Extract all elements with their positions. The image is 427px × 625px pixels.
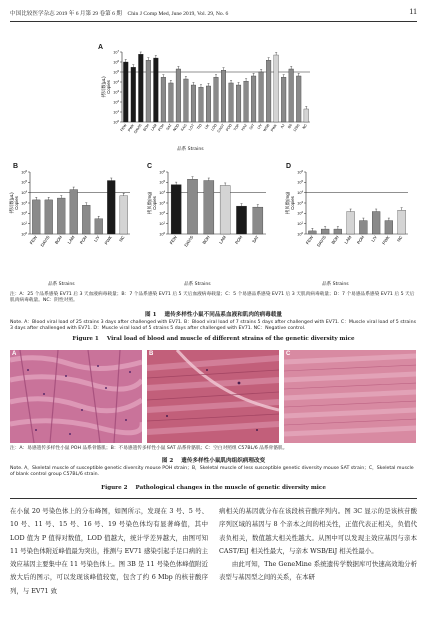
bar-a: [274, 55, 279, 122]
y-tick-exponent: 3: [301, 199, 303, 204]
section-divider: [10, 498, 417, 499]
micrograph-label-b: B: [149, 351, 154, 357]
x-tick-label-d: LIV: [370, 234, 378, 243]
panel-label-c: C: [147, 163, 153, 170]
x-tick-label-b: BOH: [53, 234, 64, 246]
bar-a: [161, 77, 166, 122]
bar-b: [32, 200, 40, 234]
x-tick-label-a: PWK: [270, 123, 278, 133]
x-tick-label-a: LOD: [210, 123, 218, 132]
y-axis-title-line: Copies: [152, 196, 157, 210]
y-tick-exponent: 5: [163, 179, 165, 184]
figure-2-label-en: Figure 2: [101, 485, 128, 491]
y-axis-title-b: [8, 192, 19, 214]
micrograph-c-image: [284, 350, 416, 443]
bar-a: [176, 69, 181, 122]
x-tick-label-c: BOH: [201, 234, 211, 246]
y-tick-exponent: 5: [117, 68, 119, 73]
bar-a: [244, 81, 249, 122]
x-tick-label-c: LAM: [217, 234, 227, 245]
journal-header: 中国比较医学杂志 2019 年 6 月第 29 卷第 6 期 Chin J Comp Med, June 2019, Vol. 29, No. 6: [10, 11, 229, 17]
page-number: 11: [409, 7, 417, 16]
figure-2-heading-en: Pathological changes in the muscle of genetic diversity mice: [135, 485, 326, 491]
bar-b: [95, 219, 103, 234]
x-tick-label-d: NC: [395, 234, 404, 243]
y-tick-label-a: $10^1$: [113, 108, 119, 115]
bar-b: [82, 205, 90, 234]
micrograph-label-a: A: [12, 351, 17, 357]
y-tick-label-b: $10^2$: [21, 210, 27, 216]
x-tick-label-a: TOP: [232, 123, 241, 132]
x-axis-title-c: 品系 Strains: [184, 282, 211, 287]
x-tick-label-a: PWK: [127, 123, 136, 133]
x-tick-label-a: WSB: [262, 123, 271, 133]
x-tick-label-a: LOT: [187, 123, 196, 132]
x-tick-label-a: KAG: [180, 123, 188, 132]
y-tick-label-c: $10^4$: [159, 189, 165, 196]
y-tick-label-c: $10^3$: [159, 199, 165, 206]
x-tick-label-c: DAVIS: [183, 234, 195, 248]
y-axis-title-line: 拷贝数(μL): [9, 192, 14, 214]
y-axis-title-d: [284, 191, 295, 214]
y-tick-label-a: $10^4$: [113, 78, 119, 85]
x-tick-label-b: FEW: [28, 234, 39, 246]
y-tick-exponent: 1: [25, 220, 27, 225]
y-tick-exponent: 6: [25, 168, 27, 173]
y-tick-exponent: 2: [163, 210, 165, 215]
figure-2-title-cn: [0, 456, 427, 464]
panel-label-a: A: [98, 44, 104, 51]
bar-a: [289, 69, 294, 122]
figure-1-note-en: Note. A：Blood viral load of 25 strains 3 days after challenged with EV71. B：Blood viral load of 7 strains 5 days after challenged with EV71. C：Muscle viral load of 5 strains 3 days after challenged with EV71. D：Muscle viral load of 5 strains 5 days after challenged with EV71. NC：Negative control.: [10, 320, 417, 332]
y-tick-exponent: 2: [117, 98, 119, 103]
y-tick-label-d: $10^2$: [297, 210, 303, 216]
micrograph-c: [284, 350, 416, 443]
bar-d: [321, 229, 329, 234]
figure-2-heading-cn: 遗传多样性小鼠肌肉组织病理改变: [181, 458, 266, 464]
x-tick-label-a: GIT: [248, 123, 256, 131]
y-tick-exponent: 6: [163, 168, 165, 173]
x-tick-label-a: CAST: [216, 123, 226, 134]
bar-b: [45, 200, 53, 234]
y-axis-title-line: 拷贝数(mg): [147, 191, 152, 215]
y-tick-label-d: $10^5$: [297, 179, 303, 185]
bar-a: [259, 72, 264, 122]
bar-d: [334, 229, 342, 234]
x-axis-title-d: 品系 Strains: [322, 282, 349, 287]
x-tick-label-c: FEW: [168, 234, 178, 246]
x-tick-label-a: B6: [287, 123, 294, 130]
y-tick-label-c: $10^0$: [159, 230, 165, 237]
y-tick-exponent: 4: [163, 189, 165, 194]
x-tick-label-c: SAT: [251, 234, 260, 244]
panel-label-b: B: [13, 163, 19, 170]
y-tick-exponent: 4: [301, 189, 303, 194]
x-tick-label-a: 129S: [292, 123, 301, 133]
x-tick-label-a: LAM: [150, 123, 158, 132]
x-tick-label-a: HAZ: [240, 123, 248, 132]
bar-a: [236, 85, 241, 122]
y-tick-label-b: $10^4$: [21, 189, 27, 196]
figure-2-title-en: [0, 485, 427, 491]
x-tick-label-a: LIK: [203, 123, 211, 131]
bar-b: [70, 190, 78, 234]
y-tick-label-a: $10^7$: [113, 48, 119, 55]
y-tick-label-d: $10^6$: [297, 168, 303, 175]
figure-1-note-cn: 注：A：25 个品系感染 EV71 后 3 天血液病毒载量；B：7 个品系感染 EV71 后 5 天后血液病毒载量；C：5 个易感品系感染 EV71 后 3 天肌肉病毒载量；D：7 个易感品系感染 EV71 后 5 天后肌肉病毒载量。NC：阴性对照。: [10, 292, 415, 304]
x-tick-label-a: TID: [196, 123, 203, 131]
y-axis-title-line: Copies: [106, 80, 111, 94]
bar-a: [184, 79, 189, 122]
bar-c: [236, 206, 246, 234]
x-tick-label-a: POD: [225, 123, 233, 132]
figure-2-note-cn: 注：A：易感遗传多样性小鼠 POH 品系骨骼肌；B：不易感遗传多样性小鼠 SAT 品系骨骼肌；C：空白对照组 C57BL/6 品系骨骼肌。: [10, 446, 288, 451]
x-tick-label-a: NOD: [172, 123, 181, 133]
y-tick-exponent: 6: [301, 168, 303, 173]
chart-panel-c: [144, 164, 272, 274]
figure-1-heading-en: Viral load of blood and muscle of different strains of the genetic diversity mice: [106, 336, 355, 342]
figure-1-title-en: [0, 336, 427, 342]
x-tick-label-a: POH: [157, 123, 166, 132]
y-tick-label-a: $10^3$: [113, 88, 119, 95]
figure-1-label-en: Figure 1: [72, 336, 99, 342]
bar-c: [204, 181, 214, 234]
bar-a: [214, 77, 219, 122]
chart-panel-a: [96, 46, 316, 150]
y-axis-title-c: [146, 191, 157, 214]
y-tick-exponent: 3: [25, 199, 27, 204]
x-tick-label-a: LIV: [256, 123, 263, 131]
y-tick-exponent: 1: [163, 220, 165, 225]
bar-c: [171, 185, 181, 234]
y-axis-title-line: Copies: [14, 196, 19, 210]
micrograph-a-image: [10, 350, 142, 443]
bar-d: [385, 221, 393, 234]
bar-d: [372, 212, 380, 234]
micrograph-label-c: C: [286, 351, 291, 357]
bar-d: [308, 231, 316, 234]
y-tick-exponent: 4: [117, 78, 119, 83]
x-tick-label-a: NC: [301, 123, 309, 130]
y-axis-title-line: Copies: [290, 196, 295, 210]
bar-a: [169, 83, 174, 122]
bar-a: [221, 70, 226, 122]
chart-panel-d: [282, 164, 414, 274]
bar-a: [191, 85, 196, 122]
y-tick-exponent: 5: [301, 179, 303, 184]
y-tick-label-d: $10^1$: [297, 220, 303, 227]
x-tick-label-d: BOH: [330, 234, 340, 246]
y-axis-title-line: 拷贝数(μL): [101, 76, 106, 98]
y-tick-label-b: $10^6$: [21, 168, 27, 175]
figure-1-title-cn: [0, 310, 427, 318]
y-tick-exponent: 5: [25, 179, 27, 184]
micrograph-b-image: [147, 350, 279, 443]
y-tick-label-b: $10^1$: [21, 220, 27, 227]
body-column-right: 病相关的基因就分布在该段核苷酸序列内。图 3C 显示的是该核苷酸序列区域的基因与 8 个亲本之间的相关性，正值代表正相关，负值代表负相关，数值越大相关性越大。从图中可以发现主效应基因与亲本 CAST/EiJ 相关性最大，与亲本 WSB/EiJ 相关性最小。 由此可知，The GeneMine 系统遗传学数据库可快速高效地分析表型与基因型之间的关系，在本研: [219, 507, 417, 582]
y-tick-label-d: $10^3$: [297, 199, 303, 206]
bar-a: [199, 87, 204, 122]
x-tick-label-d: FEW: [304, 234, 315, 246]
y-tick-label-b: $10^0$: [21, 230, 27, 237]
bar-a: [146, 60, 151, 122]
y-tick-exponent: 0: [301, 230, 303, 235]
y-tick-label-c: $10^6$: [159, 168, 165, 175]
y-tick-exponent: 3: [163, 199, 165, 204]
x-tick-label-b: DAVIS: [39, 234, 51, 248]
y-axis-title-line: 拷贝数(mg): [285, 191, 290, 215]
chart-panel-b: [8, 164, 136, 274]
bar-d: [359, 221, 367, 234]
figure-2-label-cn: 图 2: [161, 458, 174, 464]
y-tick-exponent: 6: [117, 58, 119, 63]
y-tick-label-d: $10^4$: [297, 189, 303, 196]
bar-c: [220, 185, 230, 234]
micrograph-b: [147, 350, 279, 443]
body-column-left: 在小鼠 20 号染色体上的分布峰图，如图所示，发现在 3 号、5 号、10 号、11 号、15 号、16 号、19 号染色体均有显著峰值，其中 LOD 值为 P 值得对数值，LOD 值越大，统计学差异越大，由图可知 11 号染色体附近峰值最为突出，推测与 EV71 感染引起手足口病的主效应基因主要集中在 11 号染色体上。图 3B 是 11 号染色体峰值附近放大后的图示，可以发现该峰值较宽，包含了约 6 Mbp 的核苷酸序列，与 EV71 致: [10, 507, 208, 595]
y-tick-label-d: $10^0$: [297, 230, 303, 237]
x-tick-label-a: SAT: [165, 123, 173, 132]
micrograph-a: [10, 350, 142, 443]
bar-c: [253, 207, 263, 234]
bar-a: [304, 109, 309, 122]
x-tick-label-c: POH: [234, 234, 244, 246]
y-tick-label-a: $10^6$: [113, 58, 119, 65]
x-tick-label-b: LAM: [66, 234, 76, 245]
x-tick-label-a: AJ: [279, 123, 286, 130]
y-tick-exponent: 2: [25, 210, 27, 215]
y-tick-label-c: $10^1$: [159, 220, 165, 227]
y-axis-title-a: [100, 76, 111, 98]
bar-c: [187, 179, 197, 234]
y-tick-exponent: 1: [117, 108, 119, 113]
x-tick-label-b: PWK: [103, 234, 114, 246]
bar-a: [206, 86, 211, 122]
x-tick-label-d: POH: [355, 234, 366, 246]
bar-a: [266, 60, 271, 122]
bar-a: [131, 67, 136, 122]
figure-1-label-cn: 图 1: [145, 312, 157, 318]
y-tick-label-b: $10^5$: [21, 179, 27, 185]
x-tick-label-d: DAVIS: [315, 234, 327, 248]
y-tick-label-a: $10^0$: [113, 118, 119, 125]
x-tick-label-b: NC: [117, 234, 126, 243]
y-tick-exponent: 7: [117, 48, 119, 53]
y-tick-label-c: $10^2$: [159, 210, 165, 216]
x-tick-label-d: LAM: [343, 234, 353, 245]
x-tick-label-a: BOH: [142, 123, 151, 132]
x-tick-label-a: DAVIS: [133, 123, 143, 135]
x-tick-label-b: LIV: [92, 234, 101, 243]
panel-label-d: D: [286, 163, 292, 170]
bar-b: [57, 198, 65, 234]
y-tick-exponent: 0: [25, 230, 27, 235]
bar-a: [154, 58, 159, 122]
y-tick-exponent: 3: [117, 88, 119, 93]
x-tick-label-b: POH: [78, 234, 89, 246]
bar-a: [281, 77, 286, 122]
bar-b: [107, 181, 115, 234]
y-tick-exponent: 0: [163, 230, 165, 235]
y-tick-exponent: 0: [117, 118, 119, 123]
bar-b: [120, 196, 128, 234]
x-axis-title-b: 品系 Strains: [48, 282, 75, 287]
y-tick-label-c: $10^5$: [159, 179, 165, 185]
bar-a: [123, 62, 128, 122]
y-tick-exponent: 1: [301, 220, 303, 225]
y-tick-label-a: $10^5$: [113, 68, 119, 75]
y-tick-exponent: 4: [25, 189, 27, 194]
figure-1-heading-cn: 遗传多样性小鼠不同品系血液和肌肉的病毒载量: [164, 312, 282, 318]
x-tick-label-a: FEW: [119, 123, 128, 133]
x-axis-title-a: 品系 Strains: [177, 147, 204, 152]
bar-d: [347, 212, 355, 234]
x-tick-label-d: PWK: [381, 234, 391, 246]
y-tick-label-a: $10^2$: [113, 98, 119, 105]
bar-a: [138, 54, 143, 122]
figure-2-note-en: Note. A，Skeletal muscle of susceptible genetic diversity mouse POH strain；B，Skeletal muscle of less susceptible genetic diversity mouse SAT strain；C，Skeletal muscle of blank control group C57BL/6 strain.: [10, 466, 414, 478]
bar-a: [229, 83, 234, 122]
bar-a: [296, 76, 301, 122]
y-tick-exponent: 2: [301, 210, 303, 215]
y-tick-label-b: $10^3$: [21, 199, 27, 206]
bar-a: [251, 76, 256, 122]
running-header: [10, 8, 417, 22]
bar-d: [398, 210, 406, 234]
